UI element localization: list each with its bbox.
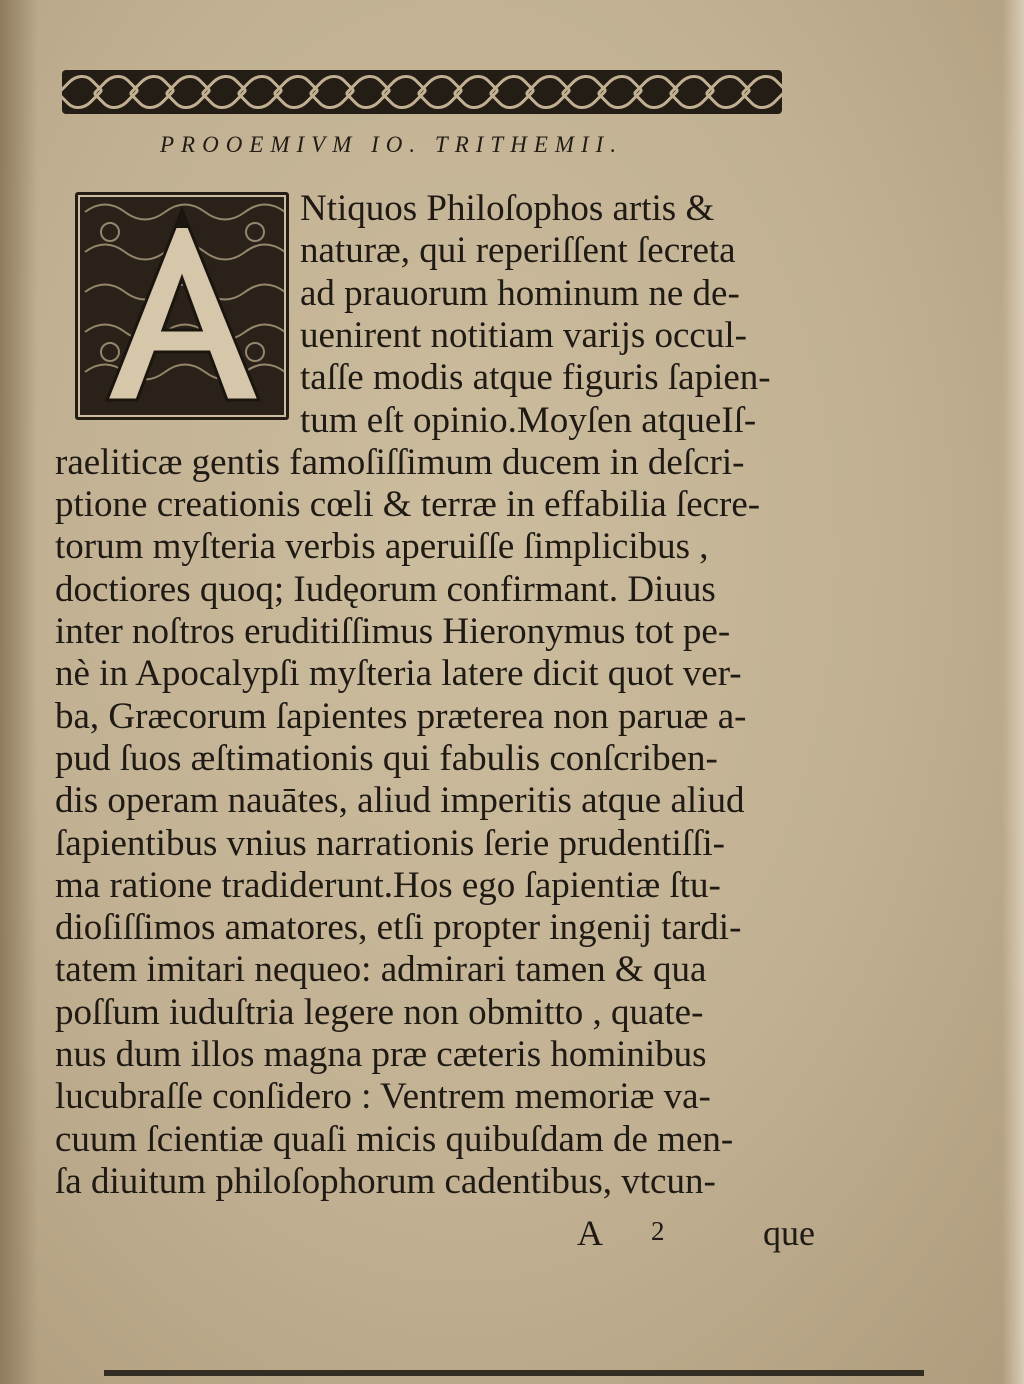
decorated-initial-a: [75, 192, 289, 420]
text-line: pud ſuos æſtimationis qui fabulis conſcriben-: [55, 737, 718, 779]
text-line: Ntiquos Philoſophos artis &: [300, 188, 715, 229]
text-line: dioſiſſimos amatores, etſi propter ingenij tardi-: [55, 907, 742, 949]
text-line: raeliticæ gentis famoſiſſimum ducem in deſcri-: [55, 441, 745, 483]
text-line: torum myſteria verbis aperuiſſe ſimplicibus ,: [55, 526, 709, 568]
text-line: nè in Apocalypſi myſteria latere dicit quot ver-: [55, 653, 742, 695]
text-line: ſapientibus vnius narrationis ſerie prudentiſſi-: [55, 822, 725, 864]
text-line: nus dum illos magna præ cæteris hominibus: [55, 1034, 707, 1075]
page-shadow-left: [0, 0, 38, 1384]
running-head: PROOEMIVM IO. TRITHEMII.: [160, 132, 624, 157]
text-line: doctiores quoq; Iudęorum confirmant. Diuus: [55, 568, 716, 610]
text-line: ba, Græcorum ſapientes præterea non paruæ a-: [55, 695, 747, 737]
text-line: taſſe modis atque figuris ſapien-: [300, 357, 771, 399]
headpiece-ornament: [62, 70, 782, 114]
text-line: naturæ, qui reperiſſent ſecreta: [300, 230, 736, 272]
signature-mark: A: [577, 1213, 603, 1253]
text-line: ma ratione tradiderunt.Hos ego ſapientiæ ſtu-: [55, 864, 721, 906]
page-shadow-right: [1002, 0, 1024, 1384]
text-line: cuum ſcientiæ quaſi micis quibuſdam de men-: [55, 1118, 734, 1160]
text-line: ſa diuitum philoſophorum cadentibus, vtcun-: [55, 1160, 716, 1202]
page-footer: [55, 1212, 815, 1258]
text-line: poſſum iuduſtria legere non obmitto , quate-: [55, 991, 704, 1033]
text-line: inter noſtros eruditiſſimus Hieronymus tot pe-: [55, 611, 731, 652]
text-line: uenirent notitiam varijs occul-: [300, 314, 747, 356]
text-line: lucubraſſe conſidero : Ventrem memoriæ va-: [55, 1076, 711, 1118]
initial-a-icon: [75, 192, 289, 420]
text-line: tatem imitari nequeo: admirari tamen & qua: [55, 949, 707, 991]
bottom-page-edge: [104, 1370, 924, 1376]
text-line: ptione creationis cœli & terræ in effabilia ſecre-: [55, 484, 761, 526]
catchword: que: [763, 1213, 815, 1253]
text-line: ad prauorum hominum ne de-: [300, 272, 740, 314]
text-line: tum eſt opinio.Moyſen atqueIſ-: [300, 399, 757, 441]
page-number: 2: [651, 1216, 665, 1246]
text-line: dis operam nauātes, aliud imperitis atque aliud: [55, 780, 745, 822]
